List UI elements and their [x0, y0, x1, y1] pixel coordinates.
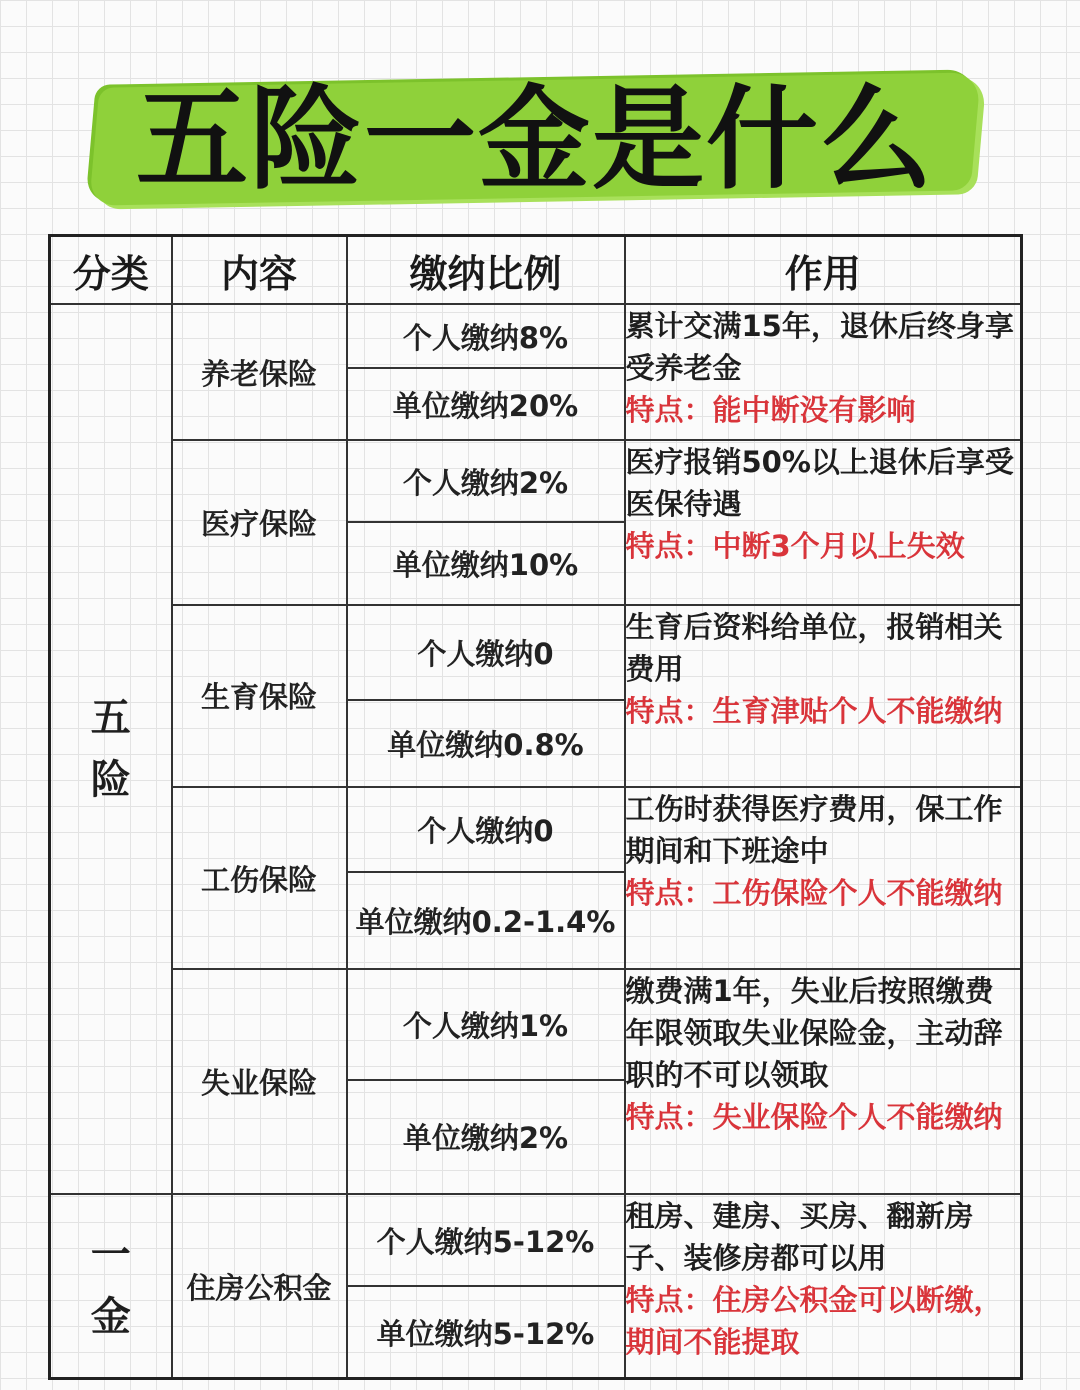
personal-rate: 个人缴纳1%: [347, 969, 625, 1079]
function-cell: [625, 304, 1022, 440]
feature-text: 特点：工伤保险个人不能缴纳: [625, 876, 1003, 911]
function-cell: [625, 440, 1022, 604]
personal-rate: 个人缴纳2%: [347, 440, 625, 522]
insurance-table: [48, 234, 1023, 1380]
feature-text: 特点：住房公积金可以断缴，期间不能提取: [625, 1283, 1003, 1359]
personal-rate: 个人缴纳0: [347, 605, 625, 700]
insurance-name: 生育保险: [172, 605, 347, 787]
insurance-name: 失业保险: [172, 969, 347, 1194]
header-category: 分类: [50, 236, 172, 305]
function-text: 缴费满1年，失业后按照缴费年限领取失业保险金，主动辞职的不可以领取: [625, 974, 1003, 1093]
title-banner: [95, 62, 975, 212]
feature-text: 特点：生育津贴个人不能缴纳: [625, 693, 1003, 728]
insurance-name: 医疗保险: [172, 440, 347, 604]
function-text: 生育后资料给单位，报销相关费用: [625, 609, 1003, 686]
page-title: 五险一金是什么: [136, 75, 934, 205]
table-row: [50, 304, 1022, 368]
function-cell: [625, 787, 1022, 969]
header-content: 内容: [172, 236, 347, 305]
function-text: 累计交满15年，退休后终身享受养老金: [625, 309, 1014, 385]
function-text: 工伤时获得医疗费用，保工作期间和下班途中: [625, 792, 1003, 869]
personal-rate: 个人缴纳5-12%: [347, 1194, 625, 1286]
table-row: [50, 1194, 1022, 1286]
function-cell: [625, 605, 1022, 787]
header-function: 作用: [625, 236, 1022, 305]
table-row: [50, 787, 1022, 872]
feature-text: 特点：能中断没有影响: [625, 393, 916, 427]
company-rate: 单位缴纳0.2-1.4%: [347, 872, 625, 969]
company-rate: 单位缴纳0.8%: [347, 700, 625, 787]
company-rate: 单位缴纳20%: [347, 368, 625, 440]
function-cell: [625, 1194, 1022, 1379]
table-row: [50, 969, 1022, 1079]
table-row: [50, 605, 1022, 700]
feature-text: 特点：失业保险个人不能缴纳: [625, 1100, 1003, 1135]
insurance-name: 住房公积金: [172, 1194, 347, 1379]
company-rate: 单位缴纳5-12%: [347, 1286, 625, 1378]
feature-text: 特点：中断3个月以上失效: [625, 529, 965, 564]
insurance-name: 工伤保险: [172, 787, 347, 969]
company-rate: 单位缴纳2%: [347, 1080, 625, 1194]
function-text: 医疗报销50%以上退休后享受医保待遇: [625, 445, 1014, 522]
category-yijin: 一 金: [50, 1194, 172, 1379]
personal-rate: 个人缴纳8%: [347, 304, 625, 368]
header-row: [50, 236, 1022, 305]
personal-rate: 个人缴纳0: [347, 787, 625, 872]
insurance-name: 养老保险: [172, 304, 347, 440]
function-cell: [625, 969, 1022, 1194]
function-text: 租房、建房、买房、翻新房子、装修房都可以用: [625, 1199, 974, 1275]
category-wuxian: 五 险: [50, 304, 172, 1194]
company-rate: 单位缴纳10%: [347, 522, 625, 604]
table-row: [50, 440, 1022, 522]
header-rate: 缴纳比例: [347, 236, 625, 305]
